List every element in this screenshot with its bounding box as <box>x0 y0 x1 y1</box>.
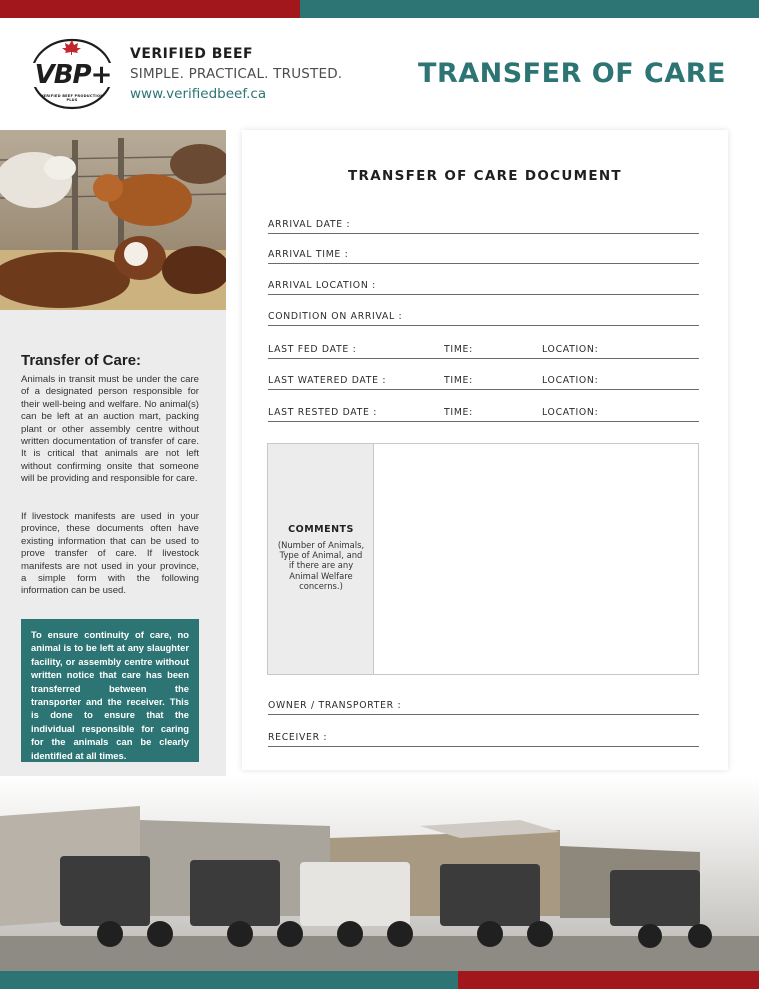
receiver-field[interactable] <box>268 727 699 747</box>
last-fed-location-label: LOCATION: <box>542 344 599 355</box>
last-rested-field[interactable] <box>268 402 699 422</box>
cattle-photo <box>0 130 226 310</box>
bottom-red-bar <box>458 971 759 989</box>
page-title: TRANSFER OF CARE <box>418 58 726 89</box>
vbp-logo <box>26 36 118 112</box>
comments-note: (Number of Animals, Type of Animal, and if there are any Animal Welfare concerns.) <box>277 540 365 591</box>
comments-title: COMMENTS <box>288 524 354 535</box>
brand-block <box>130 46 342 102</box>
top-red-bar <box>0 0 300 18</box>
info-paragraph-2: If livestock manifests are used in your province, these documents often have existing information that can be used to prove transfer of care. If livestock manifests are not used in your province, a simple form with the following information can be used. <box>21 511 199 597</box>
owner-transporter-field[interactable] <box>268 695 699 715</box>
logo-text: VBP+ <box>34 60 112 90</box>
arrival-time-field[interactable] <box>268 244 699 264</box>
last-watered-time-label: TIME: <box>444 375 473 386</box>
brand-name: VERIFIED BEEF <box>130 46 254 62</box>
receiver-label: RECEIVER : <box>268 732 328 743</box>
arrival-location-field[interactable] <box>268 275 699 295</box>
owner-transporter-label: OWNER / TRANSPORTER : <box>268 700 402 711</box>
last-rested-time-label: TIME: <box>444 407 473 418</box>
brand-tagline: SIMPLE. PRACTICAL. TRUSTED. <box>130 66 343 82</box>
last-fed-field[interactable] <box>268 339 699 359</box>
form-title: TRANSFER OF CARE DOCUMENT <box>348 168 622 184</box>
comments-label-panel <box>268 444 374 674</box>
last-watered-date-label: LAST WATERED DATE : <box>268 375 387 386</box>
last-fed-time-label: TIME: <box>444 344 473 355</box>
top-teal-bar <box>300 0 759 18</box>
last-watered-location-label: LOCATION: <box>542 375 599 386</box>
bottom-teal-bar <box>0 971 458 989</box>
last-watered-field[interactable] <box>268 370 699 390</box>
trucks-photo <box>0 776 759 971</box>
last-rested-location-label: LOCATION: <box>542 407 599 418</box>
callout-text: To ensure continuity of care, no animal is to be left at any slaughter facility, or assembly centre without written notice that care has been transferred between the transporter and the receiver. This is done to ensure that the individual responsible for caring for the animals can be clearly identified at all times. <box>31 629 189 761</box>
transfer-of-care-heading: Transfer of Care: <box>21 352 142 369</box>
comments-box[interactable] <box>267 443 699 675</box>
brand-url[interactable]: www.verifiedbeef.ca <box>130 86 267 102</box>
arrival-time-label: ARRIVAL TIME : <box>268 249 349 260</box>
info-paragraph-1: Animals in transit must be under the care of a designated person responsible for their well-being and welfare. No animal(s) can be left at an auction mart, packing plant or other assembly centre without written documentation of transfer of care. It is critical that animals are not left without confirming onsite that someone will be providing and responsible for care. <box>21 374 199 485</box>
arrival-location-label: ARRIVAL LOCATION : <box>268 280 376 291</box>
callout-box <box>21 619 199 762</box>
condition-on-arrival-field[interactable] <box>268 306 699 326</box>
form-card <box>242 130 728 770</box>
arrival-date-field[interactable] <box>268 214 699 234</box>
last-fed-date-label: LAST FED DATE : <box>268 344 357 355</box>
last-rested-date-label: LAST RESTED DATE : <box>268 407 378 418</box>
logo-ring-text: VERIFIED BEEF PRODUCTION PLUS <box>40 94 104 102</box>
arrival-date-label: ARRIVAL DATE : <box>268 219 351 230</box>
condition-on-arrival-label: CONDITION ON ARRIVAL : <box>268 311 403 322</box>
